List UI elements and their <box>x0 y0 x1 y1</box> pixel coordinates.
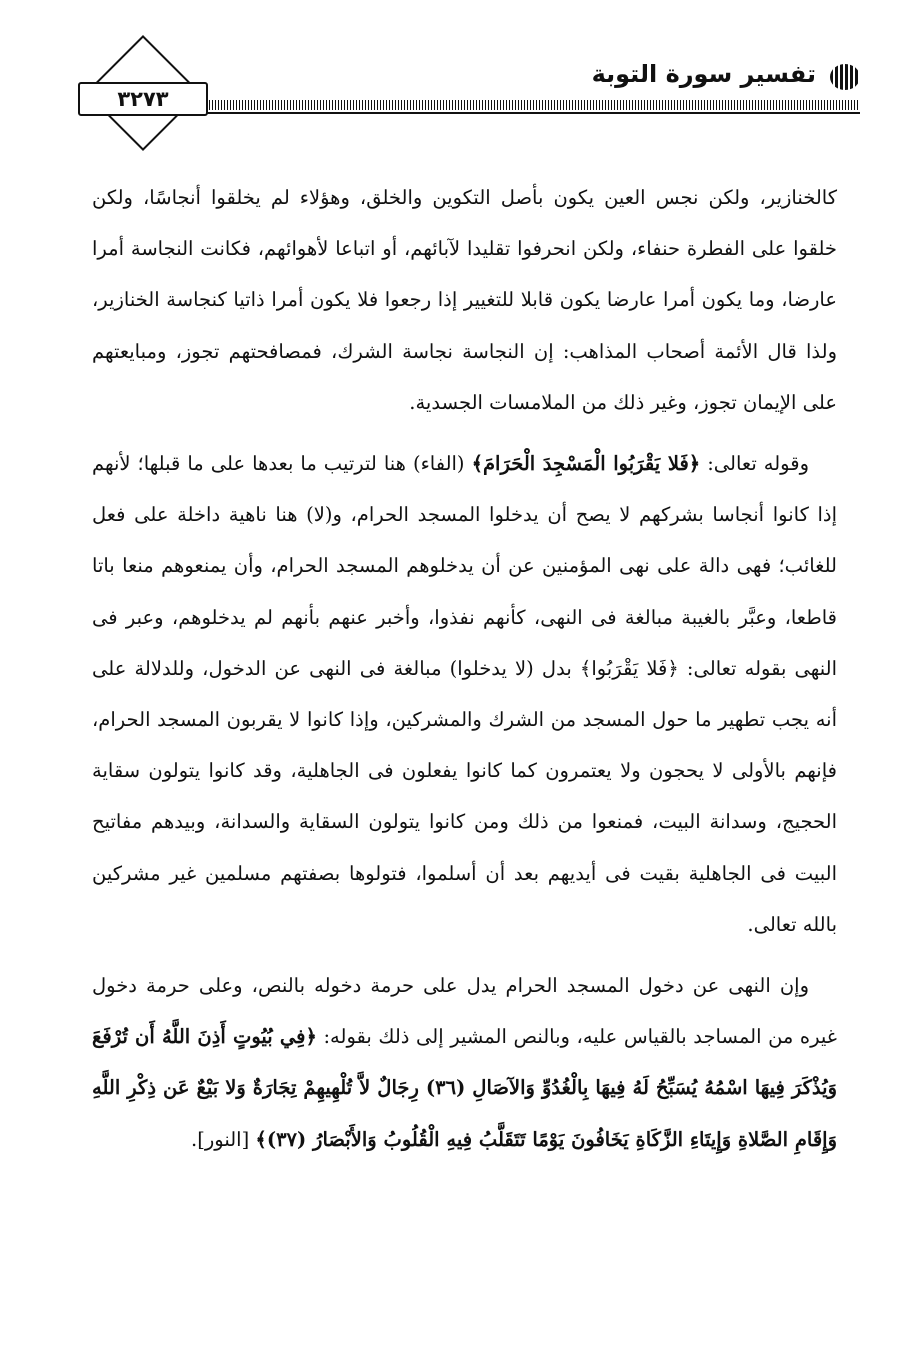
paragraph-lead: وقوله تعالى: <box>700 452 809 476</box>
paragraph-text: [النور]. <box>191 1127 256 1151</box>
paragraph <box>92 438 837 950</box>
paragraph-text: كالخنازير، ولكن نجس العين يكون بأصل التكوين والخلق، وهؤلاء لم يخلقوا أنجاسًا، ولكن خلقوا على الفطرة حنفاء، ولكن انحرفوا تقليدا لآبائهم، أو اتباعا لأهوائهم، فكانت النجاسة أمرا عارضا، وما يكون أمرا عارضا يكون قابلا للتغيير إذا رجعوا فلا يكون أمرا ذاتيا كنجاسة الخنازير، ولذا قال الأئمة أصحاب المذاهب: إن النجاسة نجاسة الشرك، فمصافحتهم تجوز، ومبايعتهم على الإيمان تجوز، وغير ذلك من الملامسات الجسدية. <box>92 186 837 414</box>
quran-quote: ﴿فَلا يَقْرَبُوا الْمَسْجِدَ الْحَرَامَ﴾ <box>471 452 701 476</box>
paragraph-lead: وإن النهى عن دخول المسجد الحرام يدل على حرمة دخوله بالنص، وعلى حرمة دخول غيره من المساجد بالقياس عليه، وبالنص المشير إلى ذلك بقوله: <box>92 974 837 1049</box>
page-title: تفسير سورة التوبة <box>591 60 816 88</box>
quran-quote: ﴿فِي بُيُوتٍ أَذِنَ اللَّهُ أَن تُرْفَعَ وَيُذْكَرَ فِيهَا اسْمُهُ يُسَبِّحُ لَهُ فِيهَا بِالْغُدُوِّ وَالآصَالِ (٣٦) رِجَالٌ لاَّ تُلْهِيهِمْ تِجَارَةٌ وَلا بَيْعٌ عَن ذِكْرِ اللَّهِ وَإِقَامِ الصَّلاةِ وَإِيتَاءِ الزَّكَاةِ يَخَافُونَ يَوْمًا تَتَقَلَّبُ فِيهِ الْقُلُوبُ وَالأَبْصَارُ (٣٧)﴾ <box>92 1025 837 1151</box>
page-header <box>70 52 860 162</box>
header-rule-line <box>188 112 860 114</box>
header-rule <box>188 100 860 110</box>
paragraph <box>92 960 837 1165</box>
paragraph-text: (الفاء) هنا لترتيب ما بعدها على ما قبلها؛ لأنهم إذا كانوا أنجاسا بشركهم لا يصح أن يدخلوا المسجد الحرام، و(لا) هنا ناهية داخلة على فعل للغائب؛ فهى دالة على نهى المؤمنين عن أن يدخلوهم المسجد الحرام، وأن يمنعوهم منعا باتا قاطعا، وعبَّر بالغيبة مبالغة فى النهى، كأنهم نفذوا، وأخبر عنهم بأنهم لم يدخلوهم، وعبر فى النهى بقوله تعالى: ﴿فَلا يَقْرَبُوا﴾ بدل (لا يدخلوا) مبالغة فى النهى عن الدخول، وللدلالة على أنه يجب تطهير ما حول المسجد من الشرك والمشركين، وإذا كانوا لا يقربون المسجد الحرام، فإنهم بالأولى لا يحجون ولا يعتمرون كما كانوا يفعلون فى الجاهلية، وقد كانوا يتولون سقاية الحجيج، وسدانة البيت، فمنعوا من ذلك ومن كانوا يتولون السقاية والسدانة، وبيدهم مفاتيح البيت فى الجاهلية بقيت فى أيديهم بعد أن أسلموا، فتولوها بصفتهم مسلمين غير مشركين بالله تعالى. <box>92 452 837 936</box>
paragraph <box>92 172 837 428</box>
ornament-icon <box>830 64 860 90</box>
body-text <box>92 172 837 1165</box>
page-number: ٣٢٧٣ <box>78 82 208 116</box>
